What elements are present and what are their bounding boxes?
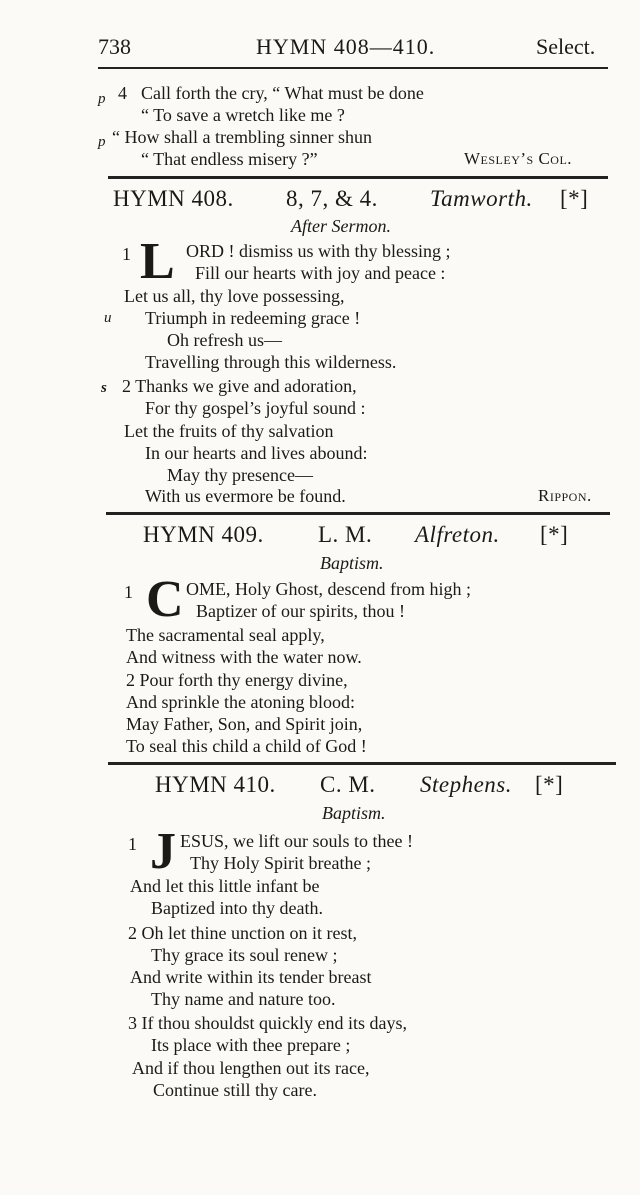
verse-line: Baptized into thy death. [151,898,323,918]
verse-line: Travelling through this wilderness. [145,352,397,372]
page-number: 738 [98,34,131,59]
hymn-number: HYMN 409. [143,522,264,547]
verse-line: 2 Thanks we give and adoration, [122,376,357,396]
verse-line: ESUS, we lift our souls to thee ! [180,831,413,851]
verse-line: “ That endless misery ?” [141,149,318,169]
verse-line: 2 Oh let thine unction on it rest, [128,923,357,943]
verse-line: And sprinkle the atoning blood: [126,692,355,712]
dynamic-mark: p [98,91,106,107]
hymn-number: HYMN 408. [113,186,234,211]
verse-number: 1 [122,244,131,264]
verse-line: In our hearts and lives abound: [145,443,368,463]
verse-line: Thy grace its soul renew ; [151,945,338,965]
verse-line: And witness with the water now. [126,647,362,667]
attribution: Rippon. [538,486,592,505]
verse-line: Baptizer of our spirits, thou ! [196,601,405,621]
hymn-number: HYMN 410. [155,772,276,797]
hymn-subtitle: After Sermon. [291,216,391,236]
drop-cap: J [150,823,176,880]
section-rule [108,762,616,765]
drop-cap: C [146,571,184,628]
verse-line: To seal this child a child of God ! [126,736,367,756]
verse-line: Continue still thy care. [153,1080,317,1100]
verse-line: 2 Pour forth thy energy divine, [126,670,348,690]
hymn-flag: [*] [560,186,589,211]
verse-line: Oh refresh us— [167,330,282,350]
verse-number: 1 [124,582,133,602]
hymn-tune: Tamworth. [430,186,533,211]
verse-line: Call forth the cry, “ What must be done [141,83,424,103]
dynamic-mark: u [104,310,112,326]
verse-line: ORD ! dismiss us with thy blessing ; [186,241,451,261]
dynamic-mark: s [101,380,107,396]
hymn-tune: Stephens. [420,772,513,797]
section-rule [108,176,608,179]
header-rule [98,67,608,69]
verse-line: “ To save a wretch like me ? [141,105,345,125]
verse-line: The sacramental seal apply, [126,625,325,645]
hymn-subtitle: Baptism. [320,553,384,573]
verse-line: May Father, Son, and Spirit join, [126,714,363,734]
verse-number: 4 [118,83,127,103]
verse-line: Triumph in redeeming grace ! [145,308,361,328]
verse-line: Thy name and nature too. [151,989,336,1009]
verse-line: Its place with thee prepare ; [151,1035,351,1055]
verse-line: Let us all, thy love possessing, [124,286,345,306]
verse-line: Let the fruits of thy salvation [124,421,334,441]
verse-line: OME, Holy Ghost, descend from high ; [186,579,471,599]
hymn-meter: L. M. [318,522,373,547]
hymn-flag: [*] [535,772,564,797]
section-label: Select. [536,34,596,59]
verse-line: And if thou lengthen out its race, [132,1058,370,1078]
verse-line: And let this little infant be [130,876,320,896]
hymn-subtitle: Baptism. [322,803,386,823]
verse-line: May thy presence— [167,465,313,485]
verse-line: For thy gospel’s joyful sound : [145,398,366,418]
section-rule [106,512,610,515]
verse-line: 3 If thou shouldst quickly end its days, [128,1013,407,1033]
verse-line: “ How shall a trembling sinner shun [112,127,372,147]
hymn-tune: Alfreton. [415,522,500,547]
running-title: HYMN 408—410. [256,34,436,59]
hymn-meter: C. M. [320,772,376,797]
verse-line: Fill our hearts with joy and peace : [195,263,446,283]
attribution: Wesley’s Col. [464,149,573,168]
hymn-meter: 8, 7, & 4. [286,186,378,211]
verse-line: Thy Holy Spirit breathe ; [190,853,371,873]
verse-line: And write within its tender breast [130,967,372,987]
verse-number: 1 [128,834,137,854]
hymn-flag: [*] [540,522,569,547]
dynamic-mark: p [98,134,106,150]
verse-line: With us evermore be found. [145,486,346,506]
drop-cap: L [140,233,175,290]
